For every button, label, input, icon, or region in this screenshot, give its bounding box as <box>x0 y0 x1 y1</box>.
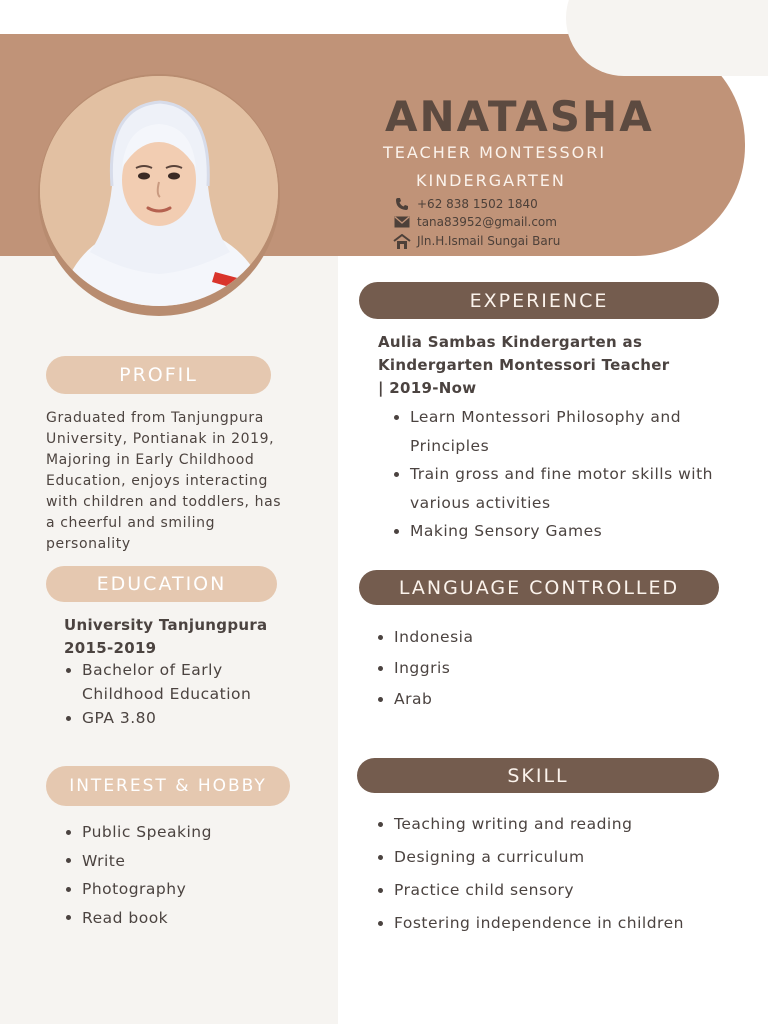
profile-line: University, Pontianak in 2019, <box>46 431 275 447</box>
list-item: Inggris <box>376 653 473 684</box>
profile-line: Majoring in Early Childhood <box>46 452 255 468</box>
home-icon <box>393 234 411 248</box>
profile-line: a cheerful and smiling <box>46 515 216 531</box>
profile-text <box>46 408 326 555</box>
language-list <box>376 622 473 715</box>
phone-number: +62 838 1502 1840 <box>417 197 538 211</box>
profile-photo-frame <box>38 74 280 316</box>
profile-line: with children and toddlers, has <box>46 494 282 510</box>
skill-heading: SKILL <box>357 758 719 793</box>
list-item: GPA 3.80 <box>64 706 251 730</box>
experience-line: Aulia Sambas Kindergarten as <box>378 333 643 351</box>
list-item: Train gross and fine motor skills with <box>392 460 752 489</box>
experience-line: Kindergarten Montessori Teacher <box>378 356 670 374</box>
person-portrait-illustration <box>40 76 278 306</box>
email-icon <box>393 215 411 229</box>
job-title-line1: TEACHER MONTESSORI <box>383 143 607 162</box>
contact-phone <box>393 195 538 213</box>
list-item-continuation: Childhood Education <box>82 685 252 703</box>
list-item: Making Sensory Games <box>392 517 752 546</box>
interest-heading: INTEREST & HOBBY <box>46 766 290 806</box>
experience-list <box>392 403 752 546</box>
interest-list <box>64 818 212 932</box>
list-item: Read book <box>64 904 212 933</box>
list-item: Indonesia <box>376 622 473 653</box>
profile-line: personality <box>46 536 131 552</box>
experience-role <box>378 331 738 400</box>
address-text: Jln.H.Ismail Sungai Baru <box>417 234 561 248</box>
experience-period: | 2019-Now <box>378 379 477 397</box>
school-name: University Tanjungpura <box>64 616 268 634</box>
list-item: Teaching writing and reading <box>376 808 684 841</box>
list-item: Learn Montessori Philosophy and <box>392 403 752 432</box>
list-item: Photography <box>64 875 212 904</box>
profile-photo <box>40 76 278 306</box>
phone-icon <box>393 197 411 211</box>
education-school <box>64 614 267 660</box>
profile-heading: PROFIL <box>46 356 271 394</box>
education-list <box>64 658 251 730</box>
list-item: Bachelor of Early <box>64 658 251 682</box>
language-heading: LANGUAGE CONTROLLED <box>359 570 719 605</box>
list-item: Practice child sensory <box>376 874 684 907</box>
profile-line: Graduated from Tanjungpura <box>46 410 264 426</box>
job-title-line2: KINDERGARTEN <box>416 171 566 190</box>
list-item: Arab <box>376 684 473 715</box>
experience-heading: EXPERIENCE <box>359 282 719 319</box>
list-item: Fostering independence in children <box>376 907 684 940</box>
list-item: Write <box>64 847 212 876</box>
profile-line: Education, enjoys interacting <box>46 473 269 489</box>
school-years: 2015-2019 <box>64 639 157 657</box>
list-item-continuation: various activities <box>410 493 551 512</box>
education-heading: EDUCATION <box>46 566 277 602</box>
list-item-continuation: Principles <box>410 436 490 455</box>
list-item: Designing a curriculum <box>376 841 684 874</box>
list-item: Public Speaking <box>64 818 212 847</box>
email-address[interactable]: tana83952@gmail.com <box>417 215 557 229</box>
contact-address <box>393 232 560 250</box>
contact-email <box>393 213 557 231</box>
candidate-name: ANATASHA <box>385 92 654 141</box>
corner-decoration <box>566 0 768 76</box>
skill-list <box>376 808 684 940</box>
